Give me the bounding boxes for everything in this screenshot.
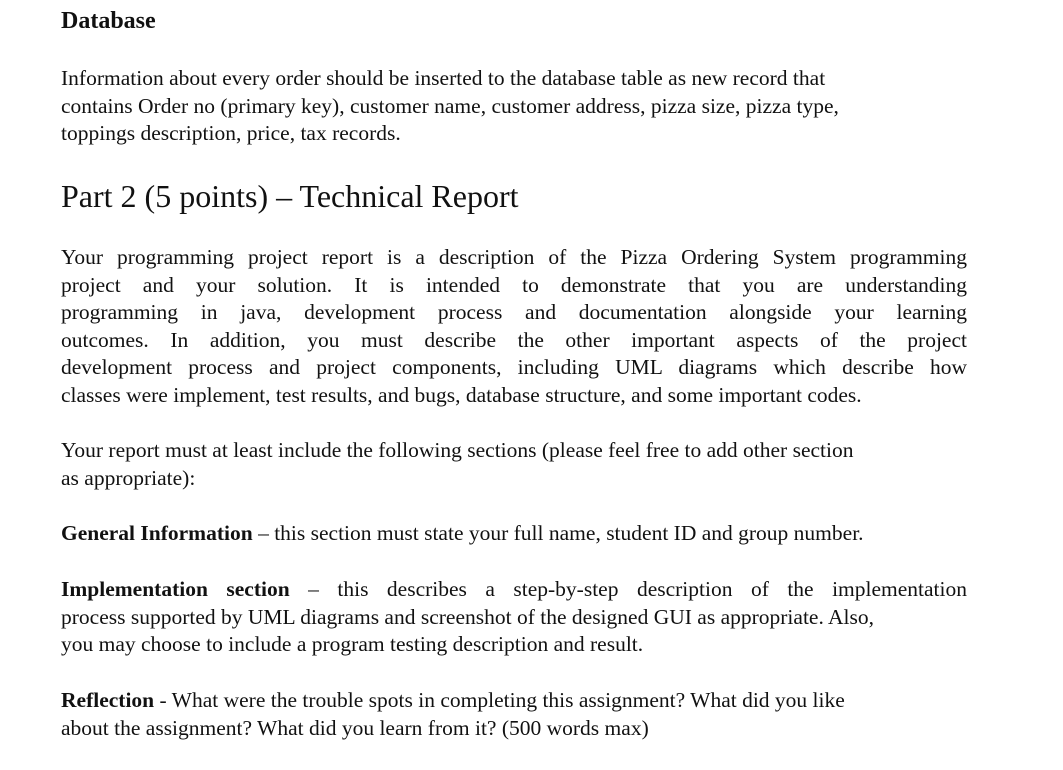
reflection-line-1-text: - What were the trouble spots in completing this assignment? What did you like [154, 688, 845, 712]
intro-line-3: programming in java, development process and documentation alongside your learning [61, 300, 967, 325]
implementation-label: Implementation section [61, 577, 290, 601]
database-paragraph [61, 65, 967, 148]
reflection-line-1 [61, 687, 967, 715]
sections-paragraph [61, 437, 967, 492]
database-line-2: contains Order no (primary key), customer name, customer address, pizza size, pizza type, [61, 93, 839, 118]
implementation-line-1-text: – this describes a step-by-step description of the implementation [289, 577, 968, 601]
implementation-line-1 [61, 576, 967, 604]
intro-line-1: Your programming project report is a description of the Pizza Ordering System programming [61, 245, 967, 269]
intro-line-5: development process and project components, including UML diagrams which describe how [61, 355, 967, 380]
intro-line-6: classes were implement, test results, and bugs, database structure, and some important codes. [61, 382, 862, 407]
intro-line-2: project and your solution. It is intended to demonstrate that you are understanding [61, 272, 967, 297]
general-info-text: – this section must state your full name, student ID and group number. [252, 521, 864, 545]
part2-heading: Part 2 (5 points) – Technical Report [61, 178, 519, 214]
implementation-line-3: you may choose to include a program testing description and result. [61, 632, 644, 657]
implementation-line-2: process supported by UML diagrams and screenshot of the designed GUI as appropriate. Also, [61, 604, 875, 629]
general-info-line [61, 520, 967, 548]
report-intro-paragraph [61, 244, 967, 410]
database-line-3: toppings description, price, tax records. [61, 121, 401, 146]
implementation-paragraph [61, 576, 967, 659]
database-heading: Database [61, 8, 156, 34]
general-info-paragraph [61, 520, 967, 548]
reflection-line-2: about the assignment? What did you learn from it? (500 words max) [61, 715, 649, 740]
reflection-label: Reflection [61, 688, 155, 712]
sections-line-1: Your report must at least include the following sections (please feel free to add other section [61, 438, 854, 462]
intro-line-4: outcomes. In addition, you must describe the other important aspects of the project [61, 327, 967, 352]
general-info-label: General Information [61, 521, 253, 545]
sections-line-2: as appropriate): [61, 465, 196, 490]
reflection-paragraph [61, 687, 967, 742]
database-line-1: Information about every order should be inserted to the database table as new record that [61, 66, 826, 90]
